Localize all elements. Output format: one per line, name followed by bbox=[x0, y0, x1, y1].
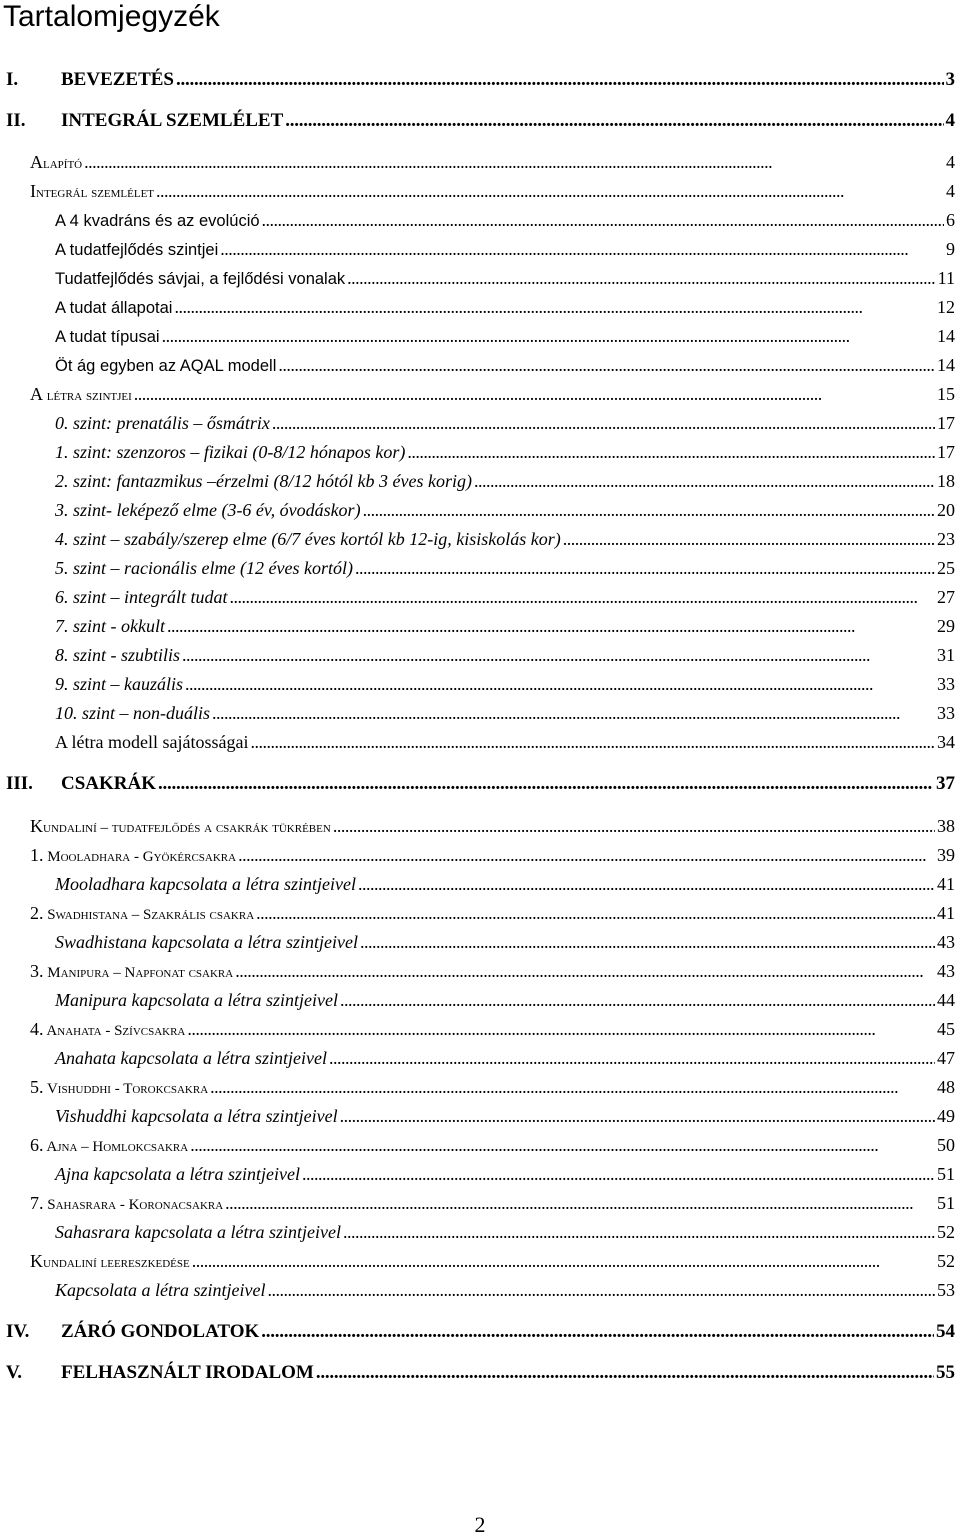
dot-leader bbox=[563, 526, 935, 552]
toc-entry-label: 2. szint: fantazmikus –érzelmi (8/12 hótól kb 3 éves korig) bbox=[55, 468, 472, 494]
toc-entry-page: 53 bbox=[937, 1277, 960, 1303]
dot-leader bbox=[407, 439, 935, 465]
toc-entry[interactable] bbox=[0, 381, 960, 407]
dot-leader bbox=[176, 67, 944, 93]
toc-entry-number: III. bbox=[0, 771, 61, 797]
toc-entry-page: 11 bbox=[938, 265, 960, 291]
dot-leader bbox=[174, 294, 935, 320]
toc-entry-label: Kundaliní leereszkedése bbox=[30, 1248, 190, 1276]
toc-entry-label: 0. szint: prenatális – ősmátrix bbox=[55, 410, 270, 436]
toc-entry-page: 14 bbox=[937, 352, 960, 378]
toc-entry-page: 17 bbox=[937, 439, 960, 465]
toc-entry-page: 50 bbox=[937, 1132, 960, 1158]
toc-entry-label: A tudat állapotai bbox=[55, 295, 172, 321]
toc-entry[interactable] bbox=[0, 1219, 960, 1245]
toc-entry[interactable] bbox=[0, 871, 960, 897]
toc-entry-page: 43 bbox=[937, 929, 960, 955]
toc-entry-page: 33 bbox=[937, 700, 960, 726]
dot-leader bbox=[363, 497, 935, 523]
dot-leader bbox=[358, 871, 935, 897]
toc-entry-page: 34 bbox=[937, 729, 960, 755]
toc-entry-label: 3. Manipura – Napfonat csakra bbox=[30, 958, 233, 986]
toc-entry-label: Mooladhara kapcsolata a létra szintjeivel bbox=[55, 871, 356, 897]
toc-entry-page: 41 bbox=[937, 871, 960, 897]
toc-entry-number: V. bbox=[0, 1360, 61, 1386]
toc-entry[interactable] bbox=[0, 236, 960, 262]
toc-entry-label: 7. szint - okkult bbox=[55, 613, 165, 639]
toc-entry-page: 6 bbox=[946, 207, 960, 233]
toc-entry[interactable] bbox=[0, 613, 960, 639]
toc-entry[interactable] bbox=[0, 67, 960, 93]
toc-entry-page: 39 bbox=[937, 842, 960, 868]
toc-entry-page: 31 bbox=[937, 642, 960, 668]
dot-leader bbox=[162, 323, 935, 349]
toc-entry[interactable] bbox=[0, 526, 960, 552]
dot-leader bbox=[261, 1319, 934, 1345]
toc-entry[interactable] bbox=[0, 1016, 960, 1042]
toc-entry[interactable] bbox=[0, 207, 960, 233]
toc-entry[interactable] bbox=[0, 178, 960, 204]
toc-entry[interactable] bbox=[0, 842, 960, 868]
toc-entry-label: A tudatfejlődés szintjei bbox=[55, 237, 218, 263]
dot-leader bbox=[316, 1360, 934, 1386]
dot-leader bbox=[302, 1161, 935, 1187]
toc-entry-label: Kundaliní – tudatfejlődés a csakrák tükrében bbox=[30, 813, 331, 841]
toc-entry[interactable] bbox=[0, 1319, 960, 1345]
dot-leader bbox=[235, 958, 935, 984]
dot-leader bbox=[156, 178, 944, 204]
toc-entry-page: 25 bbox=[937, 555, 960, 581]
toc-entry-label: A létra szintjei bbox=[30, 381, 132, 409]
dot-leader bbox=[238, 842, 935, 868]
dot-leader bbox=[474, 468, 935, 494]
toc-entry-label: A létra modell sajátosságai bbox=[55, 729, 248, 755]
toc-entry-page: 33 bbox=[937, 671, 960, 697]
toc-entry[interactable] bbox=[0, 1132, 960, 1158]
toc-entry-label: Manipura kapcsolata a létra szintjeivel bbox=[55, 987, 338, 1013]
toc-entry-number: I. bbox=[0, 67, 61, 93]
toc-entry[interactable] bbox=[0, 771, 960, 797]
toc-entry-label: 4. Anahata - Szívcsakra bbox=[30, 1016, 185, 1044]
toc-entry-page: 4 bbox=[946, 108, 960, 134]
toc-entry-page: 27 bbox=[937, 584, 960, 610]
dot-leader bbox=[185, 671, 935, 697]
toc-entry-label: Sahasrara kapcsolata a létra szintjeivel bbox=[55, 1219, 341, 1245]
toc-entry-label: CSAKRÁK bbox=[61, 771, 156, 797]
toc-entry-page: 3 bbox=[946, 67, 960, 93]
toc-entry[interactable] bbox=[0, 555, 960, 581]
toc-entry-label: 1. Mooladhara - Gyökércsakra bbox=[30, 842, 236, 870]
toc-entry-label: Swadhistana kapcsolata a létra szintjeivel bbox=[55, 929, 358, 955]
toc-entry-page: 44 bbox=[937, 987, 960, 1013]
dot-leader bbox=[84, 149, 944, 175]
toc-entry-label: 6. Ajna – Homlokcsakra bbox=[30, 1132, 188, 1160]
toc-entry[interactable] bbox=[0, 929, 960, 955]
dot-leader bbox=[343, 1219, 935, 1245]
toc-entry-page: 12 bbox=[937, 294, 960, 320]
toc-entry[interactable] bbox=[0, 468, 960, 494]
toc-entry[interactable] bbox=[0, 671, 960, 697]
toc-entry-page: 54 bbox=[936, 1319, 960, 1345]
toc-entry-label: 7. Sahasrara - Koronacsakra bbox=[30, 1190, 223, 1218]
toc-entry[interactable] bbox=[0, 1277, 960, 1303]
dot-leader bbox=[250, 729, 935, 755]
dot-leader bbox=[360, 929, 935, 955]
toc-entry[interactable] bbox=[0, 813, 960, 839]
toc-entry-page: 55 bbox=[936, 1360, 960, 1386]
toc-entry[interactable] bbox=[0, 149, 960, 175]
dot-leader bbox=[329, 1045, 935, 1071]
toc-entry-label: Anahata kapcsolata a létra szintjeivel bbox=[55, 1045, 327, 1071]
toc-entry[interactable] bbox=[0, 1161, 960, 1187]
toc-entry[interactable] bbox=[0, 987, 960, 1013]
toc-entry-page: 37 bbox=[936, 771, 960, 797]
toc-entry-page: 45 bbox=[937, 1016, 960, 1042]
toc-entry-page: 49 bbox=[937, 1103, 960, 1129]
toc-entry-page: 52 bbox=[937, 1219, 960, 1245]
toc-entry[interactable] bbox=[0, 1074, 960, 1100]
dot-leader bbox=[272, 410, 935, 436]
page-title: Tartalomjegyzék bbox=[3, 0, 220, 34]
toc-entry-label: 5. szint – racionális elme (12 éves kortól) bbox=[55, 555, 353, 581]
toc-entry-label: Öt ág egyben az AQAL modell bbox=[55, 353, 276, 379]
toc-entry-label: A tudat típusai bbox=[55, 324, 160, 350]
toc-entry-number: II. bbox=[0, 108, 61, 134]
toc-entry[interactable] bbox=[0, 700, 960, 726]
toc-entry-page: 41 bbox=[937, 900, 960, 926]
toc-entry-page: 4 bbox=[946, 149, 960, 175]
toc-entry-page: 9 bbox=[946, 236, 960, 262]
toc-entry[interactable] bbox=[0, 1045, 960, 1071]
toc-entry-label: 1. szint: szenzoros – fizikai (0-8/12 hónapos kor) bbox=[55, 439, 405, 465]
toc-entry-page: 51 bbox=[937, 1161, 960, 1187]
toc-entry-label: 9. szint – kauzális bbox=[55, 671, 183, 697]
dot-leader bbox=[225, 1190, 935, 1216]
toc-entry[interactable] bbox=[0, 265, 960, 291]
toc-entry-label: ZÁRÓ GONDOLATOK bbox=[61, 1319, 259, 1345]
toc-entry-label: Alapító bbox=[30, 149, 82, 177]
dot-leader bbox=[220, 236, 944, 262]
toc-entry-label: A 4 kvadráns és az evolúció bbox=[55, 208, 260, 234]
dot-leader bbox=[340, 987, 935, 1013]
toc-entry-page: 20 bbox=[937, 497, 960, 523]
dot-leader bbox=[190, 1132, 935, 1158]
toc-entry[interactable] bbox=[0, 642, 960, 668]
toc-entry-label: 6. szint – integrált tudat bbox=[55, 584, 228, 610]
toc-entry-label: 10. szint – non-duális bbox=[55, 700, 210, 726]
dot-leader bbox=[267, 1277, 935, 1303]
toc-entry[interactable] bbox=[0, 323, 960, 349]
toc-entry-label: 2. Swadhistana – Szakrális csakra bbox=[30, 900, 254, 928]
toc-entry-label: Integrál szemlélet bbox=[30, 178, 154, 206]
dot-leader bbox=[182, 642, 935, 668]
toc-entry-label: 3. szint- leképező elme (3-6 év, óvodáskor) bbox=[55, 497, 361, 523]
toc-entry-label: 4. szint – szabály/szerep elme (6/7 éves kortól kb 12-ig, kisiskolás kor) bbox=[55, 526, 561, 552]
toc-entry[interactable] bbox=[0, 584, 960, 610]
toc-entry-label: INTEGRÁL SZEMLÉLET bbox=[61, 108, 283, 134]
dot-leader bbox=[158, 771, 934, 797]
toc-entry[interactable] bbox=[0, 410, 960, 436]
dot-leader bbox=[333, 813, 935, 839]
dot-leader bbox=[187, 1016, 935, 1042]
dot-leader bbox=[134, 381, 935, 407]
toc-entry[interactable] bbox=[0, 958, 960, 984]
toc-entry[interactable] bbox=[0, 294, 960, 320]
dot-leader bbox=[210, 1074, 935, 1100]
toc-entry[interactable] bbox=[0, 108, 960, 134]
dot-leader bbox=[212, 700, 935, 726]
toc-entry-page: 17 bbox=[937, 410, 960, 436]
toc-entry-number: IV. bbox=[0, 1319, 61, 1345]
toc-entry-page: 52 bbox=[937, 1248, 960, 1274]
toc-entry-label: 5. Vishuddhi - Torokcsakra bbox=[30, 1074, 208, 1102]
toc-entry-label: FELHASZNÁLT IRODALOM bbox=[61, 1360, 314, 1386]
toc-entry-page: 48 bbox=[937, 1074, 960, 1100]
toc-entry[interactable] bbox=[0, 1360, 960, 1386]
toc-entry-label: 8. szint - szubtilis bbox=[55, 642, 180, 668]
toc-entry-page: 47 bbox=[937, 1045, 960, 1071]
dot-leader bbox=[262, 207, 944, 233]
dot-leader bbox=[192, 1248, 935, 1274]
toc-entry-page: 23 bbox=[937, 526, 960, 552]
toc-entry-page: 14 bbox=[937, 323, 960, 349]
toc-entry-page: 38 bbox=[937, 813, 960, 839]
dot-leader bbox=[340, 1103, 935, 1129]
dot-leader bbox=[347, 265, 936, 291]
toc-entry-label: Vishuddhi kapcsolata a létra szintjeivel bbox=[55, 1103, 338, 1129]
dot-leader bbox=[167, 613, 935, 639]
toc-entry-page: 4 bbox=[946, 178, 960, 204]
dot-leader bbox=[355, 555, 935, 581]
toc-entry[interactable] bbox=[0, 497, 960, 523]
toc-entry-page: 15 bbox=[937, 381, 960, 407]
toc-entry-label: Tudatfejlődés sávjai, a fejlődési vonalak bbox=[55, 266, 345, 292]
toc-entry-page: 51 bbox=[937, 1190, 960, 1216]
toc-entry[interactable] bbox=[0, 1190, 960, 1216]
toc-entry[interactable] bbox=[0, 352, 960, 378]
toc-entry[interactable] bbox=[0, 439, 960, 465]
toc-entry-page: 43 bbox=[937, 958, 960, 984]
toc-entry-label: BEVEZETÉS bbox=[61, 67, 174, 93]
dot-leader bbox=[278, 352, 935, 378]
toc-entry-label: Kapcsolata a létra szintjeivel bbox=[55, 1277, 265, 1303]
toc-entry-label: Ajna kapcsolata a létra szintjeivel bbox=[55, 1161, 300, 1187]
toc-entry-page: 18 bbox=[937, 468, 960, 494]
toc-entry[interactable] bbox=[0, 900, 960, 926]
dot-leader bbox=[256, 900, 935, 926]
toc-entry[interactable] bbox=[0, 1103, 960, 1129]
page-number: 2 bbox=[0, 1512, 960, 1538]
toc-entry[interactable] bbox=[0, 1248, 960, 1274]
dot-leader bbox=[285, 108, 943, 134]
toc-entry[interactable] bbox=[0, 729, 960, 755]
dot-leader bbox=[230, 584, 935, 610]
toc-entry-page: 29 bbox=[937, 613, 960, 639]
